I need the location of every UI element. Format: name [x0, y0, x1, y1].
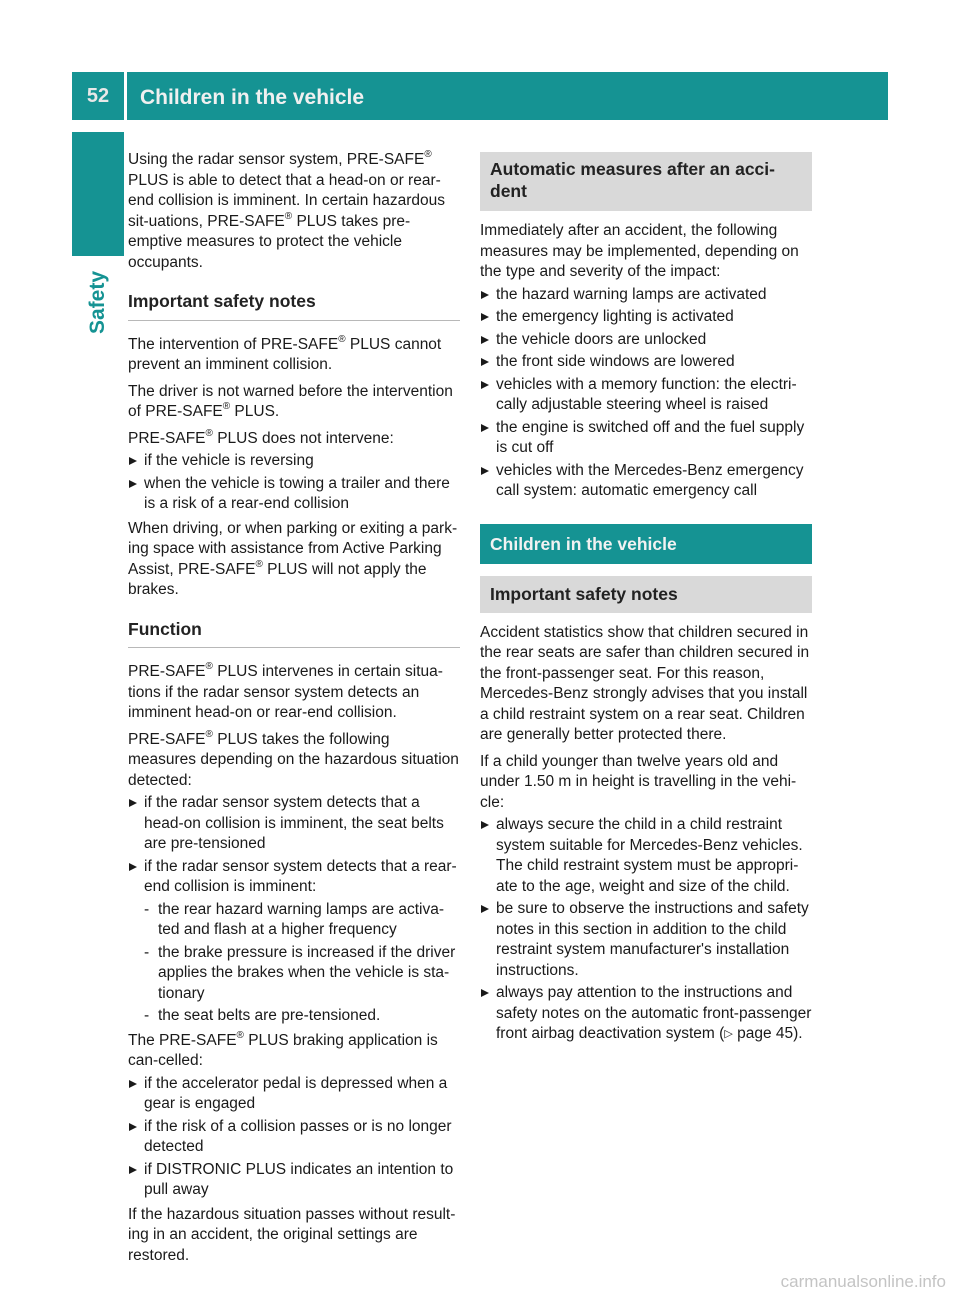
- right-column: [480, 152, 812, 1049]
- page-number: 52: [86, 84, 110, 107]
- dash-item: - the rear hazard warning lamps are activa-ted and flash at a higher frequency: [144, 900, 460, 941]
- section-heading-children-safety: Important safety notes: [480, 576, 812, 613]
- side-tab-label: Safety: [86, 270, 109, 334]
- list-item: vehicles with the Mercedes-Benz emergency call system: automatic emergency call: [480, 461, 812, 502]
- left-column: [128, 150, 460, 1272]
- list-item: if the radar sensor system detects that a head-on collision is imminent, the seat belts are pre-tensioned: [128, 793, 460, 855]
- paragraph: The intervention of PRE-SAFE® PLUS cannot prevent an imminent collision.: [128, 333, 442, 373]
- list-item: always secure the child in a child restraint system suitable for Mercedes-Benz vehicles. The child restraint system must be appropri-ate to the age, weight and size of the child.: [480, 815, 812, 897]
- bullet-list: [128, 451, 460, 515]
- intro-paragraph: Using the radar sensor system, PRE-SAFE® PLUS is able to detect that a head-on or rear-end collision is imminent. In certain hazardous sit-uations, PRE-SAFE® PLUS takes pre-emptive measures to protect the vehicle occupants.: [128, 149, 446, 271]
- paragraph: If a child younger than twelve years old and under 1.50 m in height is travelling in the vehi-cle:: [480, 752, 797, 811]
- page-reference-link[interactable]: page 45).: [732, 1025, 803, 1042]
- paragraph: PRE-SAFE® PLUS takes the following measures depending on the hazardous situation detected:: [128, 728, 459, 789]
- list-item: the engine is switched off and the fuel supply is cut off: [480, 418, 812, 459]
- list-item: if the radar sensor system detects that a rear-end collision is imminent: - the rear hazard warning lamps are activa-ted and flash at a higher frequency - the brake pressure is increased if the driver applies the brakes when the vehicle is sta-tionary - the seat belts are pre-tensioned.: [128, 857, 460, 1027]
- section-heading-children: Children in the vehicle: [480, 524, 812, 565]
- bullet-list: [480, 285, 812, 502]
- list-item: vehicles with a memory function: the electri-cally adjustable steering wheel is raised: [480, 375, 812, 416]
- section-heading-safety: Important safety notes: [128, 279, 460, 321]
- paragraph: PRE-SAFE® PLUS intervenes in certain situa-tions if the radar sensor system detects an imminent head-on or rear-end collision.: [128, 661, 443, 721]
- paragraph: The PRE-SAFE® PLUS braking application is can-celled:: [128, 1029, 438, 1069]
- paragraph: If the hazardous situation passes without result-ing in an accident, the original settings are restored.: [128, 1205, 456, 1264]
- paragraph: PRE-SAFE® PLUS does not intervene:: [128, 427, 394, 447]
- dash-list: [144, 900, 460, 1027]
- list-item: when the vehicle is towing a trailer and there is a risk of a rear-end collision: [128, 474, 460, 515]
- header-divider: [124, 72, 127, 120]
- paragraph: Immediately after an accident, the following measures may be implemented, depending on the type and severity of the impact:: [480, 222, 799, 280]
- bullet-list: [128, 1074, 460, 1201]
- paragraph: Accident statistics show that children secured in the rear seats are safer than children secured in the front-passenger seat. For this reason, Mercedes-Benz strongly advises that you install a child restraint system on a rear seat. Children are generally better protected there.: [480, 623, 810, 743]
- list-item: if DISTRONIC PLUS indicates an intention to pull away: [128, 1160, 460, 1201]
- side-tab-block: [72, 132, 124, 256]
- list-item: always pay attention to the instructions and safety notes on the automatic front-passenger front airbag deactivation system (▷ page 45).: [480, 983, 812, 1045]
- bullet-list: [128, 793, 460, 1027]
- watermark: carmanualsonline.info: [780, 1272, 946, 1291]
- list-item: if the accelerator pedal is depressed when a gear is engaged: [128, 1074, 460, 1115]
- list-item: the front side windows are lowered: [480, 352, 812, 373]
- section-heading-function: Function: [128, 607, 460, 649]
- page-title: Children in the vehicle: [140, 86, 365, 109]
- list-item: the hazard warning lamps are activated: [480, 285, 812, 306]
- list-item: be sure to observe the instructions and safety notes in this section in addition to the child restraint system manufacturer's installation instructions.: [480, 899, 812, 981]
- list-item: if the vehicle is reversing: [128, 451, 460, 472]
- list-item: the emergency lighting is activated: [480, 307, 812, 328]
- paragraph: The driver is not warned before the intervention of PRE-SAFE® PLUS.: [128, 382, 453, 420]
- bullet-list: [480, 815, 812, 1045]
- list-item: the vehicle doors are unlocked: [480, 330, 812, 351]
- dash-item: - the seat belts are pre-tensioned.: [144, 1006, 460, 1027]
- dash-item: - the brake pressure is increased if the driver applies the brakes when the vehicle is sta-tionary: [144, 943, 460, 1005]
- paragraph: When driving, or when parking or exiting a park-ing space with assistance from Active Parking Assist, PRE-SAFE® PLUS will not apply the brakes.: [128, 519, 458, 598]
- section-heading-automatic-measures: Automatic measures after an acci-dent: [480, 152, 812, 211]
- list-item: if the risk of a collision passes or is no longer detected: [128, 1117, 460, 1158]
- page-reference-arrow-icon: ▷: [724, 1028, 733, 1040]
